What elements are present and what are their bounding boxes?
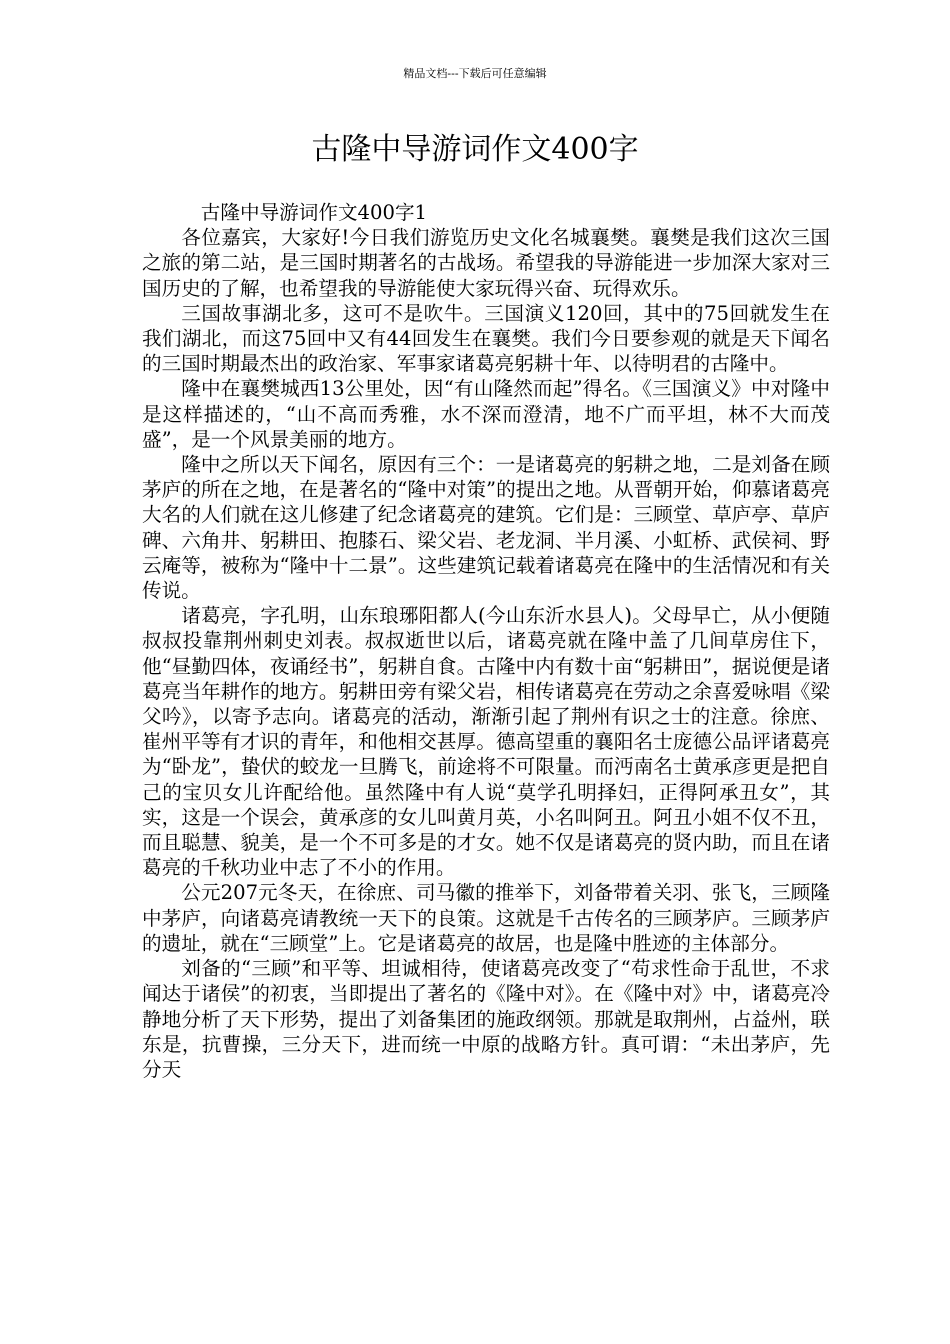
paragraph: 各位嘉宾，大家好!今日我们游览历史文化名城襄樊。襄樊是我们这次三国之旅的第二站，是三国时期著名的古战场。希望我的导游能进一步加深大家对三国历史的了解，也希望我的导游能使大家玩得兴奋、玩得欢乐。 <box>142 226 830 300</box>
paragraph: 隆中在襄樊城西13公里处，因“有山隆然而起”得名。《三国演义》中对隆中是这样描述的，“山不高而秀雅，水不深而澄清，地不广而平坦，林不大而茂盛”，是一个风景美丽的地方。 <box>142 377 830 451</box>
page-header: 精品文档---下载后可任意编辑 <box>403 67 547 80</box>
article-body <box>142 200 830 1082</box>
paragraph: 公元207元冬天，在徐庶、司马徽的推举下，刘备带着关羽、张飞，三顾隆中茅庐，向诸葛亮请教统一天下的良策。这就是千古传名的三顾茅庐。三顾茅庐的遗址，就在“三顾堂”上。它是诸葛亮的故居，也是隆中胜迹的主体部分。 <box>142 881 830 955</box>
paragraph: 刘备的“三顾”和平等、坦诚相待，使诸葛亮改变了“苟求性命于乱世，不求闻达于诸侯”的初衷，当即提出了著名的《隆中对》。在《隆中对》中，诸葛亮冷静地分析了天下形势，提出了刘备集团的施政纲领。那就是取荆州，占益州，联东是，抗曹操，三分天下，进而统一中原的战略方针。真可谓：“未出茅庐，先分天 <box>142 957 830 1081</box>
paragraph: 隆中之所以天下闻名，原因有三个：一是诸葛亮的躬耕之地，二是刘备在顾茅庐的所在之地，在是著名的“隆中对策”的提出之地。从晋朝开始，仰慕诸葛亮大名的人们就在这儿修建了纪念诸葛亮的建筑。它们是：三顾堂、草庐亭、草庐碑、六角井、躬耕田、抱膝石、梁父岩、老龙洞、半月溪、小虹桥、武侯祠、野云庵等，被称为“隆中十二景”。这些建筑记载着诸葛亮在隆中的生活情况和有关传说。 <box>142 453 830 603</box>
paragraph: 诸葛亮，字孔明，山东琅琊阳都人(今山东沂水县人)。父母早亡，从小便随叔叔投靠荆州刺史刘表。叔叔逝世以后，诸葛亮就在隆中盖了几间草房住下，他“昼勤四体，夜诵经书”，躬耕自食。古隆中内有数十亩“躬耕田”，据说便是诸葛亮当年耕作的地方。躬耕田旁有梁父岩，相传诸葛亮在劳动之余喜爱咏唱《梁父吟》，以寄予志向。诸葛亮的活动，渐渐引起了荆州有识之士的注意。徐庶、崔州平等有才识的青年，和他相交甚厚。德高望重的襄阳名士庞德公品评诸葛亮为“卧龙”，蛰伏的蛟龙一旦腾飞，前途将不可限量。而沔南名士黄承彦更是把自己的宝贝女儿许配给他。虽然隆中有人说“莫学孔明择妇，正得阿承丑女”，其实，这是一个误会，黄承彦的女儿叫黄月英，小名叫阿丑。阿丑小姐不仅不丑，而且聪慧、貌美，是一个不可多是的才女。她不仅是诸葛亮的贤内助，而且在诸葛亮的千秋功业中志了不小的作用。 <box>142 604 830 880</box>
document-title: 古隆中导游词作文400字 <box>311 132 639 167</box>
article-subtitle: 古隆中导游词作文400字1 <box>200 201 428 224</box>
paragraph: 三国故事湖北多，这可不是吹牛。三国演义120回，其中的75回就发生在我们湖北，而这75回中又有44回发生在襄樊。我们今日要参观的就是天下闻名的三国时期最杰出的政治家、军事家诸葛亮躬耕十年、以待明君的古隆中。 <box>142 301 830 376</box>
